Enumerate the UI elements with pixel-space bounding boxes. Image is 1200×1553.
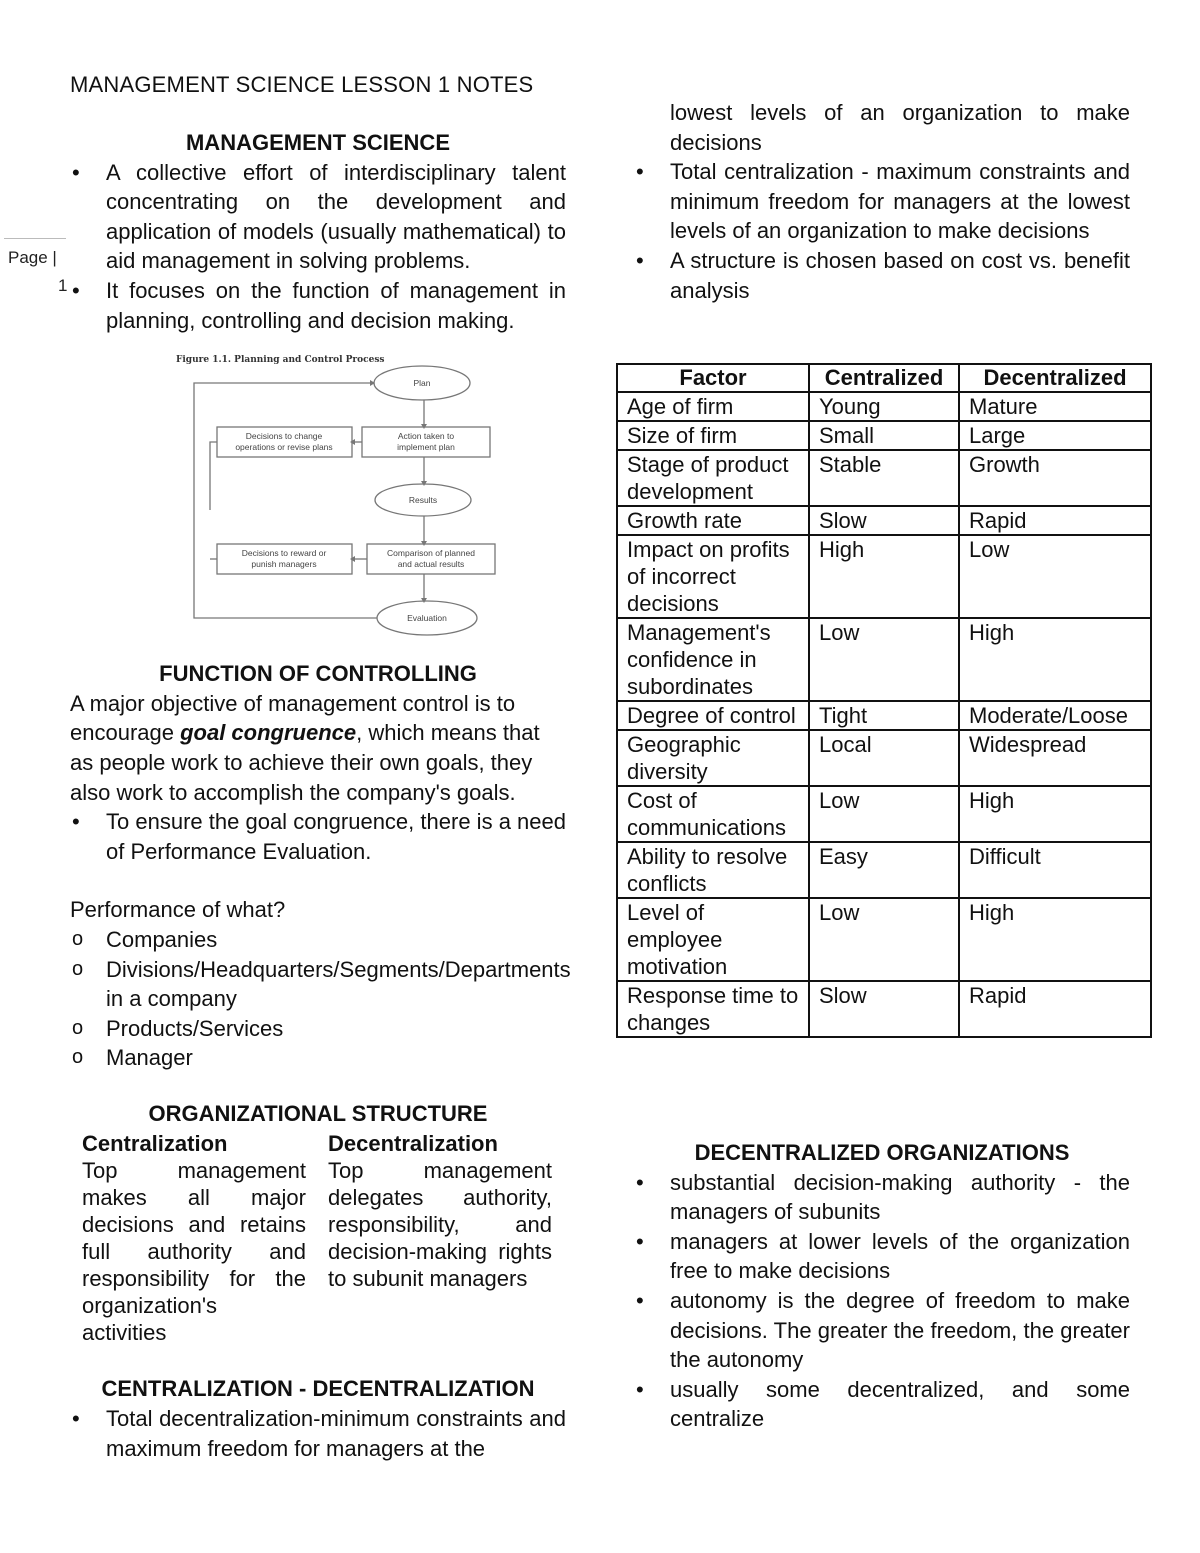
- list-item: • It focuses on the function of management in planning, controlling and decision making.: [70, 276, 566, 335]
- list-item: • A structure is chosen based on cost vs. benefit analysis: [634, 246, 1130, 305]
- list-item: • substantial decision-making authority - the managers of subunits: [634, 1168, 1130, 1227]
- goal-congruence-term: goal congruence: [180, 720, 357, 746]
- table-cell: Small: [809, 421, 959, 450]
- table-row: [617, 506, 1151, 535]
- decentralization-title: Decentralization: [328, 1131, 498, 1157]
- table-cell: High: [809, 535, 959, 618]
- table-cell: Low: [809, 618, 959, 701]
- table-cell: Age of firm: [617, 392, 809, 421]
- function-of-controlling-heading: FUNCTION OF CONTROLLING: [159, 661, 477, 687]
- table-cell: Widespread: [959, 730, 1151, 786]
- list-item: o Manager: [70, 1043, 566, 1073]
- table-row: [617, 618, 1151, 701]
- centralization-text: Top management makes all major decisions and retains full authority and responsibility for the organization's activities: [82, 1158, 306, 1346]
- page-label-number: 1: [58, 276, 68, 295]
- table-cell: Slow: [809, 506, 959, 535]
- table-cell: Level of employee motivation: [617, 898, 809, 981]
- comparison-label: and actual results: [397, 559, 465, 569]
- list-item: • Total decentralization-minimum constraints and maximum freedom for managers at the: [70, 1404, 566, 1463]
- right-column-bottom: [634, 1138, 1130, 1434]
- management-science-list: [70, 158, 566, 336]
- table-cell: High: [959, 618, 1151, 701]
- centralization-title: Centralization: [82, 1131, 228, 1157]
- list-item: • autonomy is the degree of freedom to make decisions. The greater the freedom, the greater the autonomy: [634, 1286, 1130, 1375]
- table-cell: Stable: [809, 450, 959, 506]
- document-title: MANAGEMENT SCIENCE LESSON 1 NOTES: [70, 72, 534, 97]
- list-item: • usually some decentralized, and some centralize: [634, 1375, 1130, 1434]
- decisions-change-label: Decisions to change: [245, 431, 323, 441]
- management-science-heading: MANAGEMENT SCIENCE: [185, 130, 450, 155]
- table-cell: Young: [809, 392, 959, 421]
- plan-label: Plan: [413, 378, 431, 388]
- factor-table: [616, 363, 1152, 1038]
- list-item: o Companies: [70, 925, 566, 955]
- decisions-change-label: operations or revise plans: [235, 442, 333, 452]
- centralization-decentralization-heading: CENTRALIZATION - DECENTRALIZATION: [101, 1376, 535, 1402]
- evaluation-label: Evaluation: [407, 613, 447, 623]
- page-number-rule: [4, 238, 66, 239]
- table-cell: Growth: [959, 450, 1151, 506]
- table-cell: Stage of product development: [617, 450, 809, 506]
- table-row: [617, 981, 1151, 1037]
- table-row: [617, 535, 1151, 618]
- table-row: [617, 842, 1151, 898]
- goal-congruence-paragraph: [70, 689, 566, 807]
- table-cell: Rapid: [959, 506, 1151, 535]
- table-cell: Ability to resolve conflicts: [617, 842, 809, 898]
- right-column-top: [634, 98, 1130, 305]
- list-item: o Products/Services: [70, 1014, 566, 1044]
- list-item: • To ensure the goal congruence, there is a need of Performance Evaluation.: [70, 807, 566, 866]
- table-row: [617, 730, 1151, 786]
- left-column: [70, 128, 571, 1463]
- paragraph-text: , which means that as people work to achieve their own goals, they also work to accomplish the company's goals.: [70, 720, 540, 805]
- results-label: Results: [408, 495, 438, 505]
- table-cell: Local: [809, 730, 959, 786]
- planning-control-figure: [172, 350, 502, 640]
- table-cell: High: [959, 898, 1151, 981]
- paragraph-text: A major objective of management control is to encourage: [70, 690, 516, 746]
- decisions-reward-label: punish managers: [251, 559, 317, 569]
- table-row: [617, 450, 1151, 506]
- organizational-structure-heading: ORGANIZATIONAL STRUCTURE: [148, 1100, 488, 1126]
- decentralization-text: Top management delegates authority, responsibility, and decision-making rights to subunit managers: [328, 1158, 552, 1292]
- list-item: • Total centralization - maximum constraints and minimum freedom for managers at the lowest levels of an organization to make decisions: [634, 157, 1130, 246]
- table-cell: Difficult: [959, 842, 1151, 898]
- table-cell: Impact on profits of incorrect decisions: [617, 535, 809, 618]
- comparison-label: Comparison of planned: [387, 548, 475, 558]
- table-cell: Tight: [809, 701, 959, 730]
- performance-evaluation-list: [70, 807, 566, 866]
- centralization-decentralization-list: [70, 1404, 566, 1463]
- header-factor: Factor: [617, 364, 809, 392]
- table-cell: Low: [959, 535, 1151, 618]
- table-cell: Degree of control: [617, 701, 809, 730]
- continued-bullet-text: lowest levels of an organization to make decisions: [670, 100, 1130, 155]
- table-cell: Low: [809, 898, 959, 981]
- list-item: • managers at lower levels of the organization free to make decisions: [634, 1227, 1130, 1286]
- table-cell: Mature: [959, 392, 1151, 421]
- performance-question: Performance of what?: [70, 897, 286, 923]
- table-cell: Response time to changes: [617, 981, 809, 1037]
- action-label: Action taken to: [397, 431, 455, 441]
- page-label-text: Page |: [8, 248, 57, 267]
- table-cell: Size of firm: [617, 421, 809, 450]
- header-centralized: Centralized: [809, 364, 959, 392]
- table-cell: Growth rate: [617, 506, 809, 535]
- list-item: • A collective effort of interdisciplinary talent concentrating on the development and application of models (usually mathematical) to aid management in solving problems.: [70, 158, 566, 276]
- table-cell: Cost of communications: [617, 786, 809, 842]
- list-item: o Divisions/Headquarters/Segments/Departments in a company: [70, 955, 566, 1014]
- table-cell: Geographic diversity: [617, 730, 809, 786]
- table-row: [617, 898, 1151, 981]
- action-label: implement plan: [397, 442, 455, 452]
- decentralized-organizations-heading: DECENTRALIZED ORGANIZATIONS: [694, 1140, 1070, 1165]
- table-row: [617, 701, 1151, 730]
- table-row: [617, 786, 1151, 842]
- table-cell: Easy: [809, 842, 959, 898]
- figure-caption: Figure 1.1. Planning and Control Process: [176, 355, 385, 365]
- table-cell: Low: [809, 786, 959, 842]
- decentralization-column: [328, 1130, 552, 1346]
- decentralized-organizations-list: [634, 1168, 1130, 1434]
- table-header-row: [617, 364, 1151, 392]
- organizational-structure-columns: [70, 1130, 566, 1346]
- table-cell: Management's confidence in subordinates: [617, 618, 809, 701]
- table-cell: Rapid: [959, 981, 1151, 1037]
- performance-items-list: [70, 925, 571, 1073]
- centralization-list: [634, 157, 1130, 305]
- table-cell: High: [959, 786, 1151, 842]
- table-row: [617, 392, 1151, 421]
- table-cell: Slow: [809, 981, 959, 1037]
- centralization-column: [82, 1130, 306, 1346]
- table-row: [617, 421, 1151, 450]
- decisions-reward-label: Decisions to reward or: [241, 548, 327, 558]
- table-cell: Large: [959, 421, 1151, 450]
- header-decentralized: Decentralized: [959, 364, 1151, 392]
- table-cell: Moderate/Loose: [959, 701, 1151, 730]
